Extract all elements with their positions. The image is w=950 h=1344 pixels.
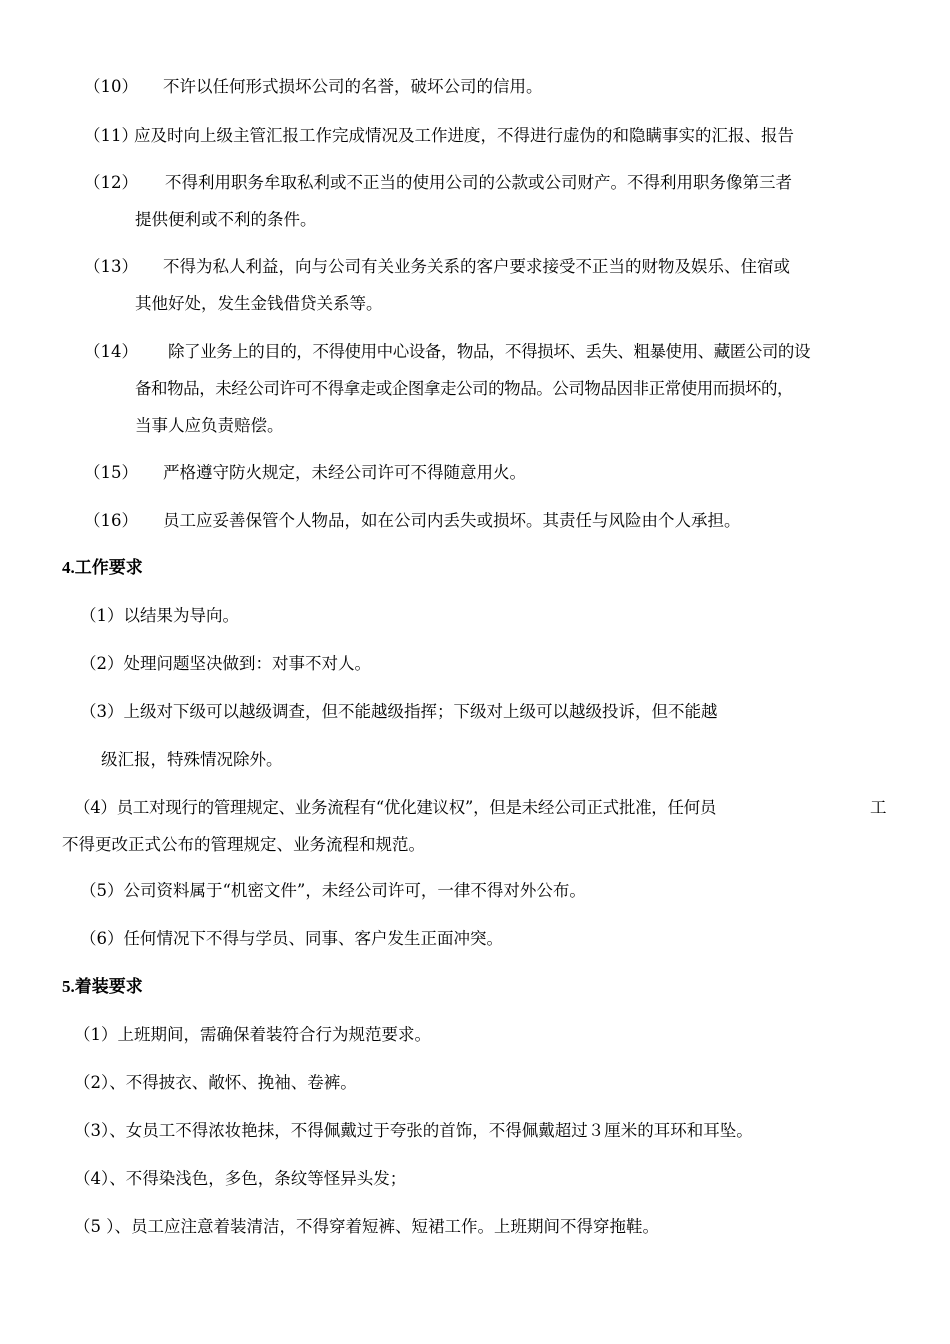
dress-item-4: （4）、不得染浅色，多色，条纹等怪异头发； [74,1169,407,1188]
item-14-number: （14） [84,342,138,361]
work-item-4-line2: 不得更改正式公布的管理规定、业务流程和规范。 [62,835,425,854]
dress-item-3: （3）、女员工不得浓妆艳抹，不得佩戴过于夸张的首饰，不得佩戴超过３厘米的耳环和耳坠。 [74,1121,753,1140]
dress-section-heading: 5.着装要求 [62,977,143,996]
dress-item-5: （5 ）、员工应注意着装清洁，不得穿着短裤、短裙工作。上班期间不得穿拖鞋。 [74,1217,659,1236]
work-item-3-line2: 级汇报，特殊情况除外。 [101,750,283,769]
work-item-2: （2）处理问题坚决做到：对事不对人。 [80,654,371,673]
item-11-number: （11） [84,126,138,145]
item-13-text-line1: 不得为私人利益，向与公司有关业务关系的客户要求接受不正当的财物及娱乐、住宿或 [163,257,790,276]
item-16-number: （16） [84,511,138,530]
item-16-text: 员工应妥善保管个人物品，如在公司内丢失或损坏。其责任与风险由个人承担。 [163,511,741,530]
work-section-heading: 4.工作要求 [62,558,143,577]
item-13-text-line2: 其他好处，发生金钱借贷关系等。 [135,294,383,313]
item-14-text-line2: 备和物品，未经公司许可不得拿走或企图拿走公司的物品。公司物品因非正常使用而损坏的， [135,379,794,398]
item-12-number: （12） [84,173,138,192]
item-12-text-line1: 不得利用职务牟取私利或不正当的使用公司的公款或公司财产。不得利用职务像第三者 [165,173,792,192]
item-15-number: （15） [84,463,138,482]
dress-item-2: （2）、不得披衣、敞怀、挽袖、卷裤。 [74,1073,357,1092]
dress-item-1: （1）上班期间，需确保着装符合行为规范要求。 [74,1025,431,1044]
item-13-number: （13） [84,257,138,276]
work-item-4-line1: （4）员工对现行的管理规定、业务流程有“优化建议权”，但是未经公司正式批准，任何员 [74,798,717,817]
item-12-text-line2: 提供便利或不利的条件。 [135,210,317,229]
work-item-4-line1-end: 工 [870,798,887,817]
work-item-5: （5）公司资料属于“机密文件”，未经公司许可，一律不得对外公布。 [80,881,586,900]
item-14-text-line3: 当事人应负责赔偿。 [135,416,284,435]
work-item-3-line1: （3）上级对下级可以越级调查，但不能越级指挥；下级对上级可以越级投诉，但不能越 [80,702,718,721]
work-item-6: （6）任何情况下不得与学员、同事、客户发生正面冲突。 [80,929,503,948]
item-15-text: 严格遵守防火规定，未经公司许可不得随意用火。 [163,463,526,482]
item-10-number: （10） [84,77,138,96]
item-10-text: 不许以任何形式损坏公司的名誉，破坏公司的信用。 [163,77,543,96]
work-item-1: （1）以结果为导向。 [80,606,239,625]
item-11-text: 应及时向上级主管汇报工作完成情况及工作进度，不得进行虚伪的和隐瞒事实的汇报、报告 [134,126,794,145]
item-14-text-line1: 除了业务上的目的，不得使用中心设备，物品，不得损坏、丢失、粗暴使用、藏匿公司的设 [168,342,811,361]
